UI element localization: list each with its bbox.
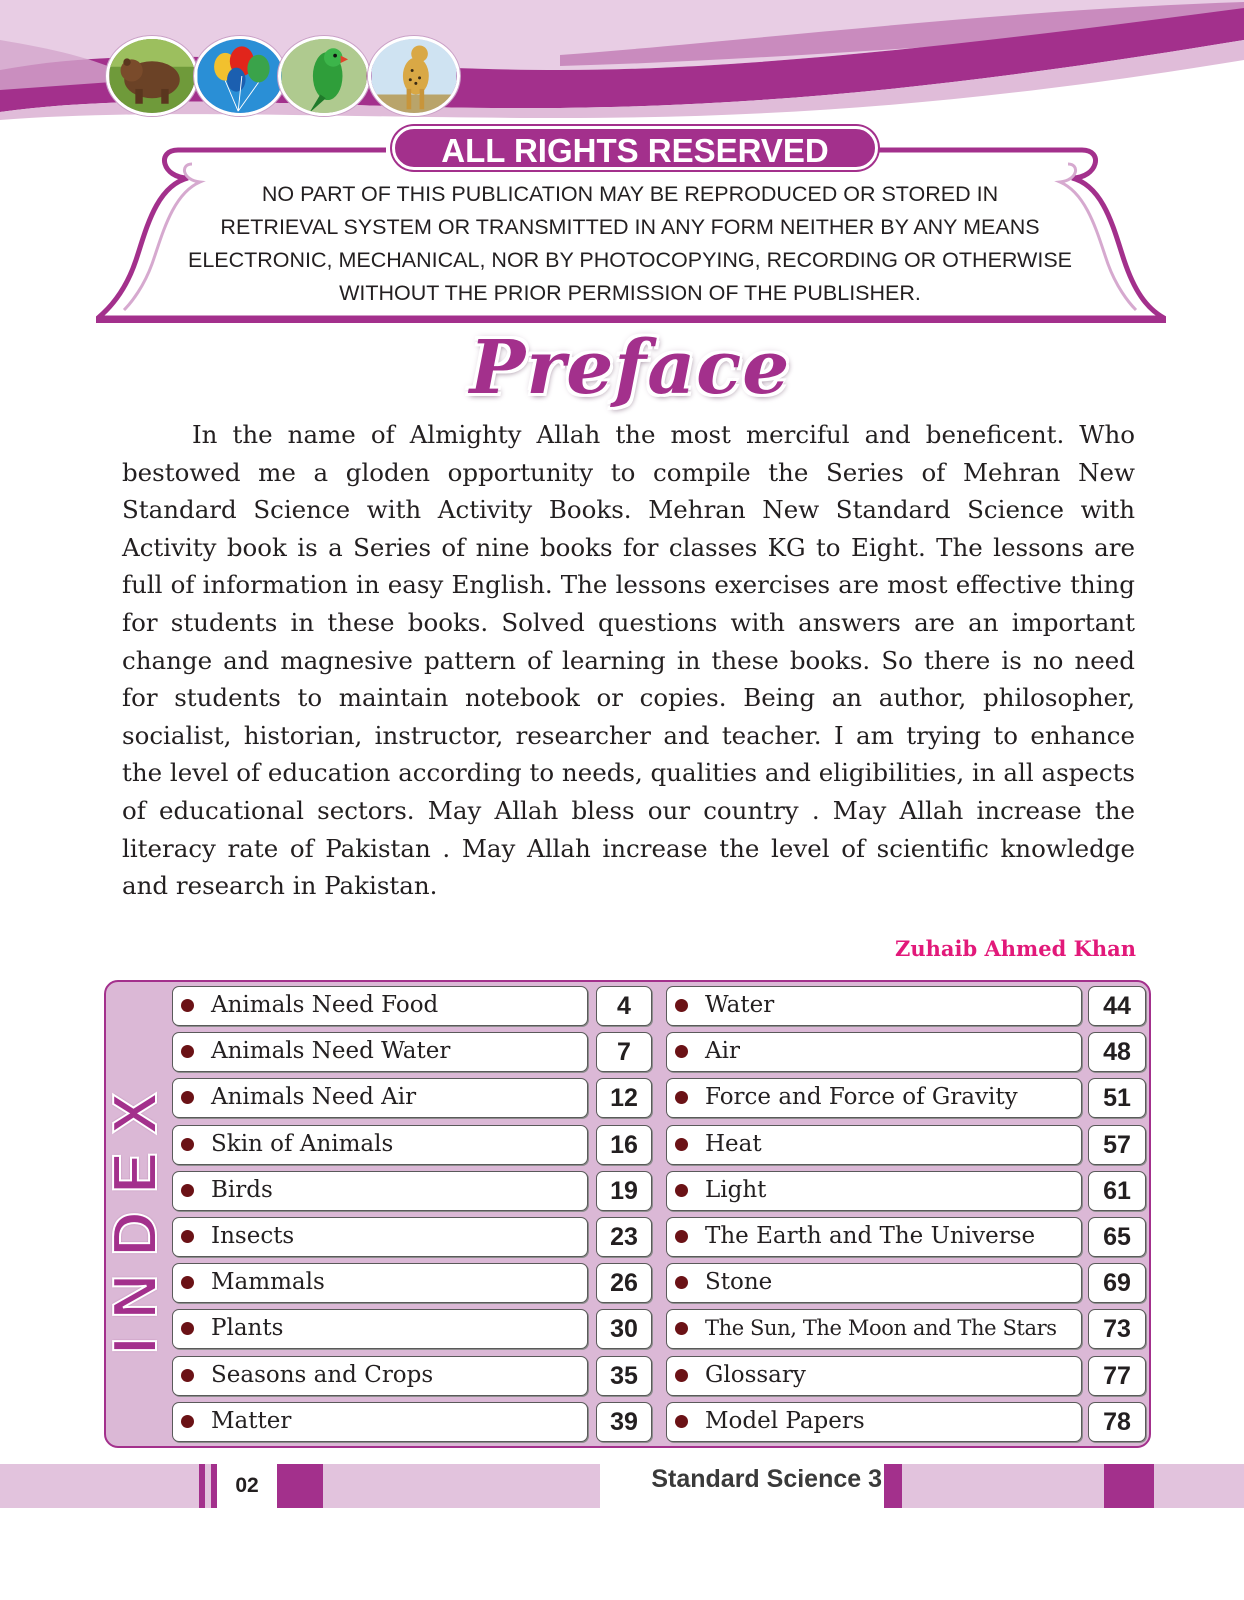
index-entry: The Earth and The Universe (666, 1217, 1082, 1257)
bullet-icon (181, 1138, 194, 1151)
index-entry: Matter (172, 1402, 588, 1442)
bullet-icon (675, 1369, 688, 1382)
bullet-icon (181, 1415, 194, 1428)
index-page-number: 77 (1088, 1356, 1146, 1396)
index-entry: Insects (172, 1217, 588, 1257)
index-entry: Light (666, 1171, 1082, 1211)
index-entry: Seasons and Crops (172, 1356, 588, 1396)
bullet-icon (181, 1276, 194, 1289)
index-page-number: 65 (1088, 1217, 1146, 1257)
index-entry: Plants (172, 1309, 588, 1349)
index-label: INDEX (101, 1074, 171, 1354)
index-entry: Air (666, 1032, 1082, 1072)
index-entry: Skin of Animals (172, 1125, 588, 1165)
index-page-number: 26 (596, 1263, 652, 1303)
preface-title: Preface (469, 325, 791, 411)
index-page-number: 12 (596, 1078, 652, 1118)
rights-line: RETRIEVAL SYSTEM OR TRANSMITTED IN ANY FORM NEITHER BY ANY MEANS (220, 215, 1040, 239)
bullet-icon (675, 1091, 688, 1104)
index-page-number: 78 (1088, 1402, 1146, 1442)
rights-line: WITHOUT THE PRIOR PERMISSION OF THE PUBLISHER. (339, 281, 921, 305)
bullet-icon (181, 1230, 194, 1243)
bullet-icon (675, 1184, 688, 1197)
bullet-icon (181, 1184, 194, 1197)
index-page-number: 48 (1088, 1032, 1146, 1072)
rights-line: NO PART OF THIS PUBLICATION MAY BE REPRODUCED OR STORED IN (261, 182, 999, 206)
cheetah-photo (368, 36, 460, 116)
index-entry: Animals Need Food (172, 986, 588, 1026)
footer-stripe (199, 1464, 205, 1508)
bullet-icon (675, 1322, 688, 1335)
index-page-number: 4 (596, 986, 652, 1026)
index-page-number: 23 (596, 1217, 652, 1257)
index-entry: Model Papers (666, 1402, 1082, 1442)
index-entry: Force and Force of Gravity (666, 1078, 1082, 1118)
bullet-icon (675, 999, 688, 1012)
rights-notice (130, 178, 1130, 310)
footer-page-number: 02 (235, 1474, 259, 1497)
parrot-photo (278, 36, 370, 116)
index-page-number: 51 (1088, 1078, 1146, 1118)
index-page-number: 16 (596, 1125, 652, 1165)
index-entry: Glossary (666, 1356, 1082, 1396)
preface-author: Zuhaib Ahmed Khan (895, 936, 1136, 961)
index-entry: Mammals (172, 1263, 588, 1303)
rights-title: ALL RIGHTS RESERVED (392, 126, 878, 170)
index-page-number: 19 (596, 1171, 652, 1211)
index-entry: Heat (666, 1125, 1082, 1165)
bullet-icon (675, 1045, 688, 1058)
footer-stripe (884, 1464, 902, 1508)
index-entry: Birds (172, 1171, 588, 1211)
index-page-number: 39 (596, 1402, 652, 1442)
footer-square (1104, 1464, 1154, 1508)
footer-square (277, 1464, 323, 1508)
index-entry: Animals Need Air (172, 1078, 588, 1118)
index-page-number: 30 (596, 1309, 652, 1349)
bullet-icon (675, 1276, 688, 1289)
bullet-icon (675, 1230, 688, 1243)
bullet-icon (181, 1045, 194, 1058)
bullet-icon (181, 1322, 194, 1335)
index-page-number: 35 (596, 1356, 652, 1396)
footer-book-title: Standard Science 3 (651, 1465, 882, 1493)
index-entry: Stone (666, 1263, 1082, 1303)
bullet-icon (181, 999, 194, 1012)
index-page-number: 44 (1088, 986, 1146, 1026)
index-page-number: 57 (1088, 1125, 1146, 1165)
index-page-number: 7 (596, 1032, 652, 1072)
bullet-icon (675, 1415, 688, 1428)
index-entry: The Sun, The Moon and The Stars (666, 1309, 1082, 1349)
index-page-number: 69 (1088, 1263, 1146, 1303)
balloons-photo (194, 36, 286, 116)
index-entry: Water (666, 986, 1082, 1026)
bullet-icon (181, 1369, 194, 1382)
bear-photo (106, 36, 198, 116)
rights-line: ELECTRONIC, MECHANICAL, NOR BY PHOTOCOPYING, RECORDING OR OTHERWISE (187, 248, 1072, 272)
index-page-number: 61 (1088, 1171, 1146, 1211)
bullet-icon (181, 1091, 194, 1104)
bullet-icon (675, 1138, 688, 1151)
index-page-number: 73 (1088, 1309, 1146, 1349)
preface-body: In the name of Almighty Allah the most merciful and beneficent. Who bestowed me a gloden opportunity to compile the Series of Mehran New Standard Science with Activity Books. Mehran New Standard Science with Activity book is a Series of nine books for classes KG to Eight. The lessons are full of information in easy English. The lessons exercises are most effective thing for students in these books. Solved questions with answers are an important change and magnesive pattern of learning in these books. So there is no need for students to maintain notebook or copies. Being an author, philosopher, socialist, historian, instructor, researcher and teacher. I am trying to enhance the level of education according to needs, qualities and eligibilities, in all aspects of educational sectors. May Allah bless our country . May Allah increase the literacy rate of Pakistan . May Allah increase the level of scientific knowledge and research in Pakistan. (122, 420, 1135, 901)
index-entry: Animals Need Water (172, 1032, 588, 1072)
